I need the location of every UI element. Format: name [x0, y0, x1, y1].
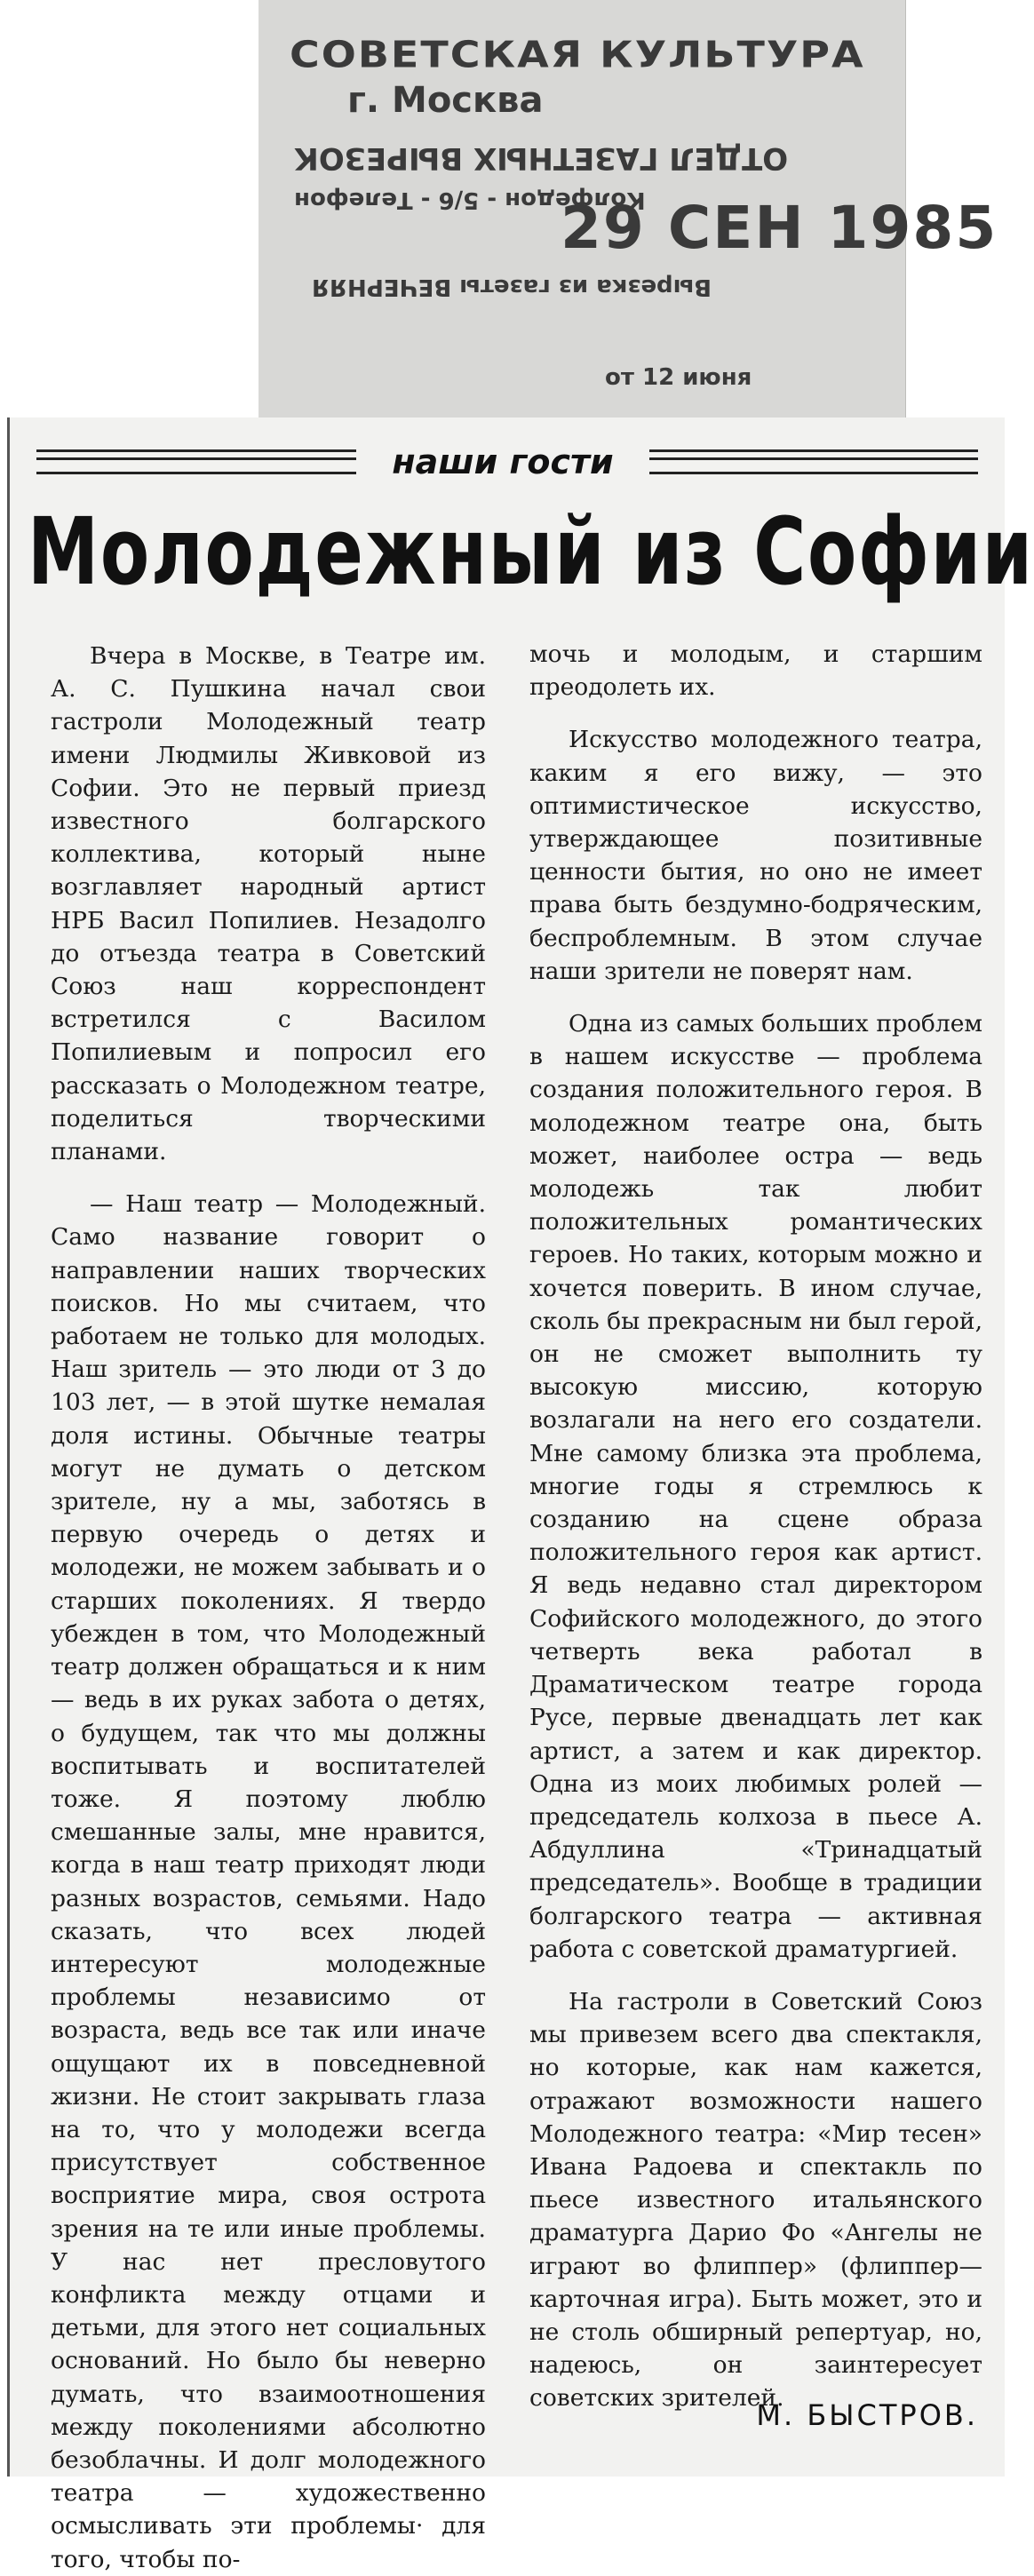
stamp-paper-name: СОВЕТСКАЯ КУЛЬТУРА: [290, 32, 865, 76]
stamp-city: г. Москва: [347, 80, 544, 121]
stamp-date: 29 СЕН 1985: [561, 194, 998, 262]
stamp-from-date: от 12 июня: [605, 364, 752, 391]
stamp-address: Колфедон - 5/6 - Телефон: [294, 187, 646, 213]
stamp-source: Вырезка из газеты ВЕЧЕРНЯЯ: [312, 274, 712, 300]
paragraph: мочь и молодым, и старшим преодолеть их.: [529, 640, 982, 702]
paragraph: — Наш театр — Молодежный. Само название говорит о направлении наших творческих поисков. Но мы считаем, что работаем не только для молодых. Наш зритель — это люди от 3 до 103 лет, — в этой шутке немалая доля истины. Обычные театры могут не думать о детском зрителе, ну а мы, заботясь в первую очередь о детях и молодежи, не можем забывать и о старших поколениях. Я твердо убежден в том, что Молодежный театр должен обращаться и к ним — ведь в их руках забота о детях, о будущем, так что мы должны воспитывать и воспитателей тоже. Я поэтому люблю смешанные залы, мне нравится, когда в наш театр приходят люди разных возрастов, семьями. Надо сказать, что всех людей интересуют молодежные проблемы независимо от возраста, ведь все так или иначе ощущают их в повседневной жизни. Не стоит закрывать глаза на то, что у молодежи всегда присутствует собственное восприятие мира, своя острота зрения на те или иные проблемы. У нас нет пресловутого конфликта между отцами и детьми, для этого нет социальных оснований. Но было бы неверно думать, что взаимоотношения между поколениями абсолютно безоблачны. И долг молодежного театра — художественно осмысливать эти проблемы· для того, чтобы по-: [51, 1190, 486, 2573]
headline: Молодежный из Софии: [28, 497, 1034, 606]
rubric-rule-left: [36, 449, 356, 474]
clipping-stamp: [258, 0, 998, 426]
left-column: [51, 640, 486, 2576]
article: [7, 417, 1034, 2573]
paragraph: Одна из самых больших проблем в нашем искусстве — проблема создания положительного героя. В молодежном театре она, быть может, наиболее остра — ведь молодежь так любит положительных романтических героев. Но таких, которым можно и хочется поверить. В ином случае, сколь бы прекрасным ни был герой, он не сможет выполнить ту высокую миссию, которую возлагали на него его создатели. Мне самому близка эта проблема, многие годы я стремлюсь к созданию на сцене образа положительного героя как артист. Я ведь недавно стал директором Софийского молодежного, до этого четверть века работал в Драматическом театре города Русе, первые двенадцать лет как артист, а затем и как директор. Одна из моих любимых ролей — председатель колхоза в пьесе А. Абдуллина «Тринадцатый председатель». Вообще в традиции болгарского театра — активная работа с советской драматургией.: [529, 1010, 982, 1963]
paragraph: На гастроли в Советский Союз мы привезем всего два спектакля, но которые, как нам кажется, отражают возможности нашего Молодежного театра: «Мир тесен» Ивана Радоева и спектакль по пьесе известного итальянского драматурга Дарио Фо «Ангелы не играют во флиппер» (флиппер—карточная игра). Быть может, это и не столь обширный репертуар, но, надеюсь, он заинтересует советских зрителей.: [529, 1987, 982, 2413]
right-column: [529, 638, 982, 2415]
rubric-rule-right: [649, 449, 978, 474]
paragraph: Искусство молодежного театра, каким я его вижу, — это оптимистическое искусство, утверждающее позитивные ценности бытия, но оно не имеет права быть бездумно-бодряческим, беспроблемным. В этом случае наши зрители не поверят нам.: [529, 726, 982, 985]
rubric-title: наши гости: [392, 442, 614, 481]
paragraph: Вчера в Москве, в Театре им. А. С. Пушкина начал свои гастроли Молодежный театр имени Людмилы Живковой из Софии. Это не первый приезд известного болгарского коллектива, который ныне возглавляет народный артист НРБ Васил Попилиев. Незадолго до отъезда театра в Советский Союз наш корреспондент встретился с Василом Попилиевым и попросил его рассказать о Молодежном театре, поделиться творческими планами.: [51, 642, 486, 1166]
rubric-bar: [10, 442, 1005, 481]
stamp-department: ОТДЕЛ ГАЗЕТНЫХ ВЫРЕЗОК: [294, 140, 789, 176]
author-signature: М. БЫСТРОВ.: [756, 2398, 978, 2432]
